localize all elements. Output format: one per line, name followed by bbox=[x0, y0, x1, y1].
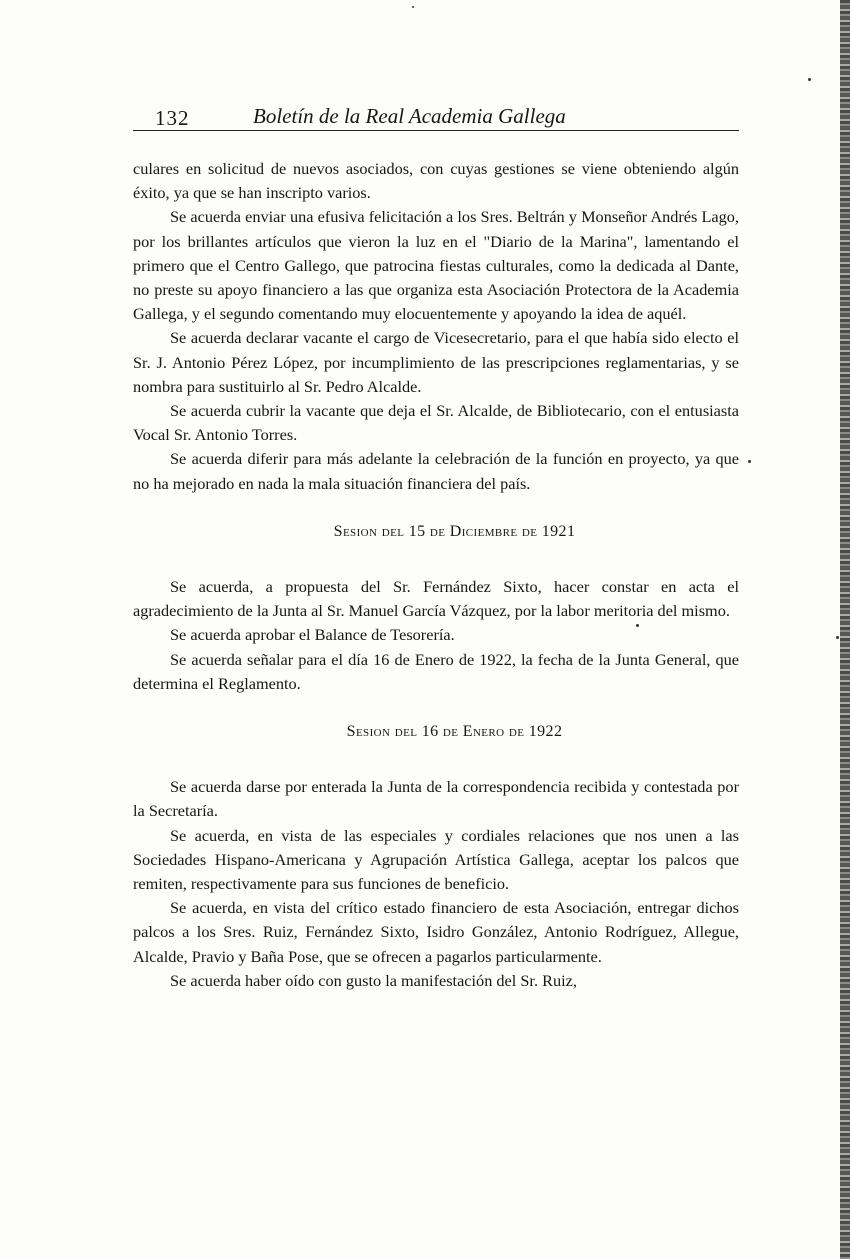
running-title: Boletín de la Real Academia Gallega bbox=[253, 104, 566, 128]
paragraph: Se acuerda darse por enterada la Junta de la correspondencia recibida y contestada por la Secretaría. bbox=[133, 777, 739, 821]
paragraph: Se acuerda, a propuesta del Sr. Fernández Sixto, hacer constar en acta el agradecimiento de la Junta al Sr. Manuel García Vázquez, por la labor meritoria del mismo. bbox=[133, 577, 739, 621]
session-heading: Sesion del 15 de Diciembre de 1921 bbox=[333, 522, 576, 540]
print-speck bbox=[636, 624, 639, 627]
paragraph: Se acuerda haber oído con gusto la manifestación del Sr. Ruiz, bbox=[170, 970, 577, 990]
paragraph: Se acuerda señalar para el día 16 de Enero de 1922, la fecha de la Junta General, que determina el Reglamento. bbox=[133, 649, 739, 693]
paragraph: Se acuerda cubrir la vacante que deja el Sr. Alcalde, de Bibliotecario, con el entusiasta Vocal Sr. Antonio Torres. bbox=[133, 401, 739, 445]
session-heading: Sesion del 16 de Enero de 1922 bbox=[346, 723, 563, 741]
print-speck bbox=[836, 636, 839, 639]
paragraph: Se acuerda, en vista del crítico estado financiero de esta Asociación, entregar dichos palcos a los Sres. Ruiz, Fernández Sixto, Isidro González, Antonio Rodríguez, Allegue, Alcalde, Pravio y Baña Pose, que se ofrecen a pagarlos particularmente. bbox=[133, 898, 739, 966]
print-speck bbox=[808, 78, 811, 81]
paragraph: Se acuerda enviar una efusiva felicitación a los Sres. Beltrán y Monseñor Andrés Lago, por los brillantes artículos que vieron la luz en el "Diario de la Marina", lamentando el primero que el Centro Gallego, que patrocina fiestas culturales, como la dedicada al Dante, no preste su apoyo financiero a las que organiza esta Asociación Protectora de la Academia Gallega, y el segundo comentando muy elocuentemente y apoyando la idea de aquél. bbox=[133, 207, 739, 324]
paragraph: Se acuerda diferir para más adelante la celebración de la función en proyecto, ya que no ha mejorado en nada la mala situación financiera del país. bbox=[133, 449, 739, 493]
page-body bbox=[133, 157, 739, 993]
print-speck bbox=[412, 6, 414, 8]
paragraph: Se acuerda, en vista de las especiales y cordiales relaciones que nos unen a las Sociedades Hispano-Americana y Agrupación Artística Gallega, aceptar los palcos que remiten, respectivamente para sus funciones de beneficio. bbox=[133, 825, 739, 894]
paragraph: Se acuerda declarar vacante el cargo de Vicesecretario, para el que había sido electo el Sr. J. Antonio Pérez López, por incumplimiento de las prescripciones reglamentarias, y se nombra para sustituirlo al Sr. Pedro Alcalde. bbox=[133, 328, 739, 396]
page-number: 132 bbox=[155, 106, 190, 130]
print-speck bbox=[748, 460, 751, 463]
paragraph: Se acuerda aprobar el Balance de Tesorería. bbox=[170, 625, 455, 645]
paragraph: culares en solicitud de nuevos asociados, con cuyas gestiones se viene obteniendo algún éxito, ya que se han inscripto varios. bbox=[133, 159, 739, 203]
page-header bbox=[133, 104, 739, 131]
page-binding-edge bbox=[840, 0, 850, 1259]
